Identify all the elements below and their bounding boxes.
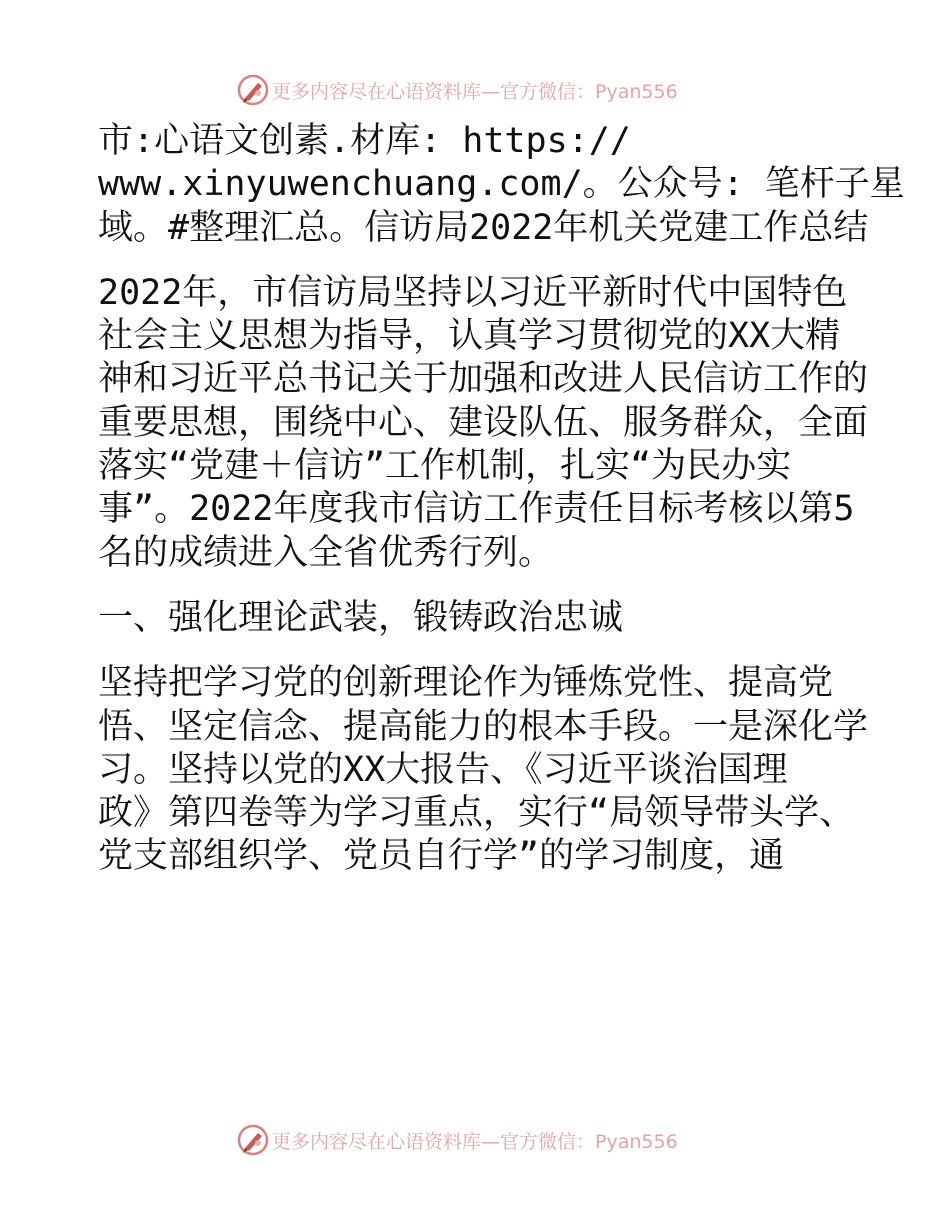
text-line: 社会主义思想为指导，认真学习贯彻党的XX大精 [98, 316, 841, 357]
text-line: 神和习近平总书记关于加强和改进人民信访工作的 [98, 359, 869, 400]
section-heading: 一、强化理论武装，锻铸政治忠诚 [98, 597, 624, 638]
pen-logo-icon [236, 73, 270, 107]
text-line: 重要思想，围绕中心、建设队伍、服务群众，全面 [98, 402, 869, 443]
text-line: 域。#整理汇总。信访局2022年机关党建工作总结 [98, 207, 869, 248]
header-watermark [236, 72, 716, 108]
document-body [98, 120, 905, 879]
footer-watermark-text: 更多内容尽在心语资料库—官方微信：Pyan556 [272, 1130, 678, 1153]
text-line: www.xinyuwenchuang.com/。公众号: 笔杆子星 [98, 164, 905, 205]
pen-logo-icon [236, 1123, 270, 1157]
text-line: 坚持把学习党的创新理论作为锤炼党性、提高党 [98, 663, 834, 704]
header-watermark-text: 更多内容尽在心语资料库—官方微信：Pyan556 [272, 80, 678, 103]
text-line: 落实“党建＋信访”工作机制，扎实“为民办实 [98, 446, 792, 487]
text-line: 名的成绩进入全省优秀行列。 [98, 532, 554, 573]
text-line: 悟、坚定信念、提高能力的根本手段。一是深化学 [98, 706, 869, 747]
text-line: 党支部组织学、党员自行学”的学习制度，通 [98, 836, 785, 877]
text-line: 2022年，市信访局坚持以习近平新时代中国特色 [98, 272, 848, 313]
text-line: 事”。2022年度我市信访工作责任目标考核以第5 [98, 489, 855, 530]
footer-watermark [236, 1122, 716, 1158]
text-line: 习。坚持以党的XX大报告、《习近平谈治国理 [98, 749, 788, 790]
text-line: 政》第四卷等为学习重点，实行“局领导带头学、 [98, 793, 855, 834]
text-line: 市:心语文创素.材库: https:// [98, 121, 631, 161]
